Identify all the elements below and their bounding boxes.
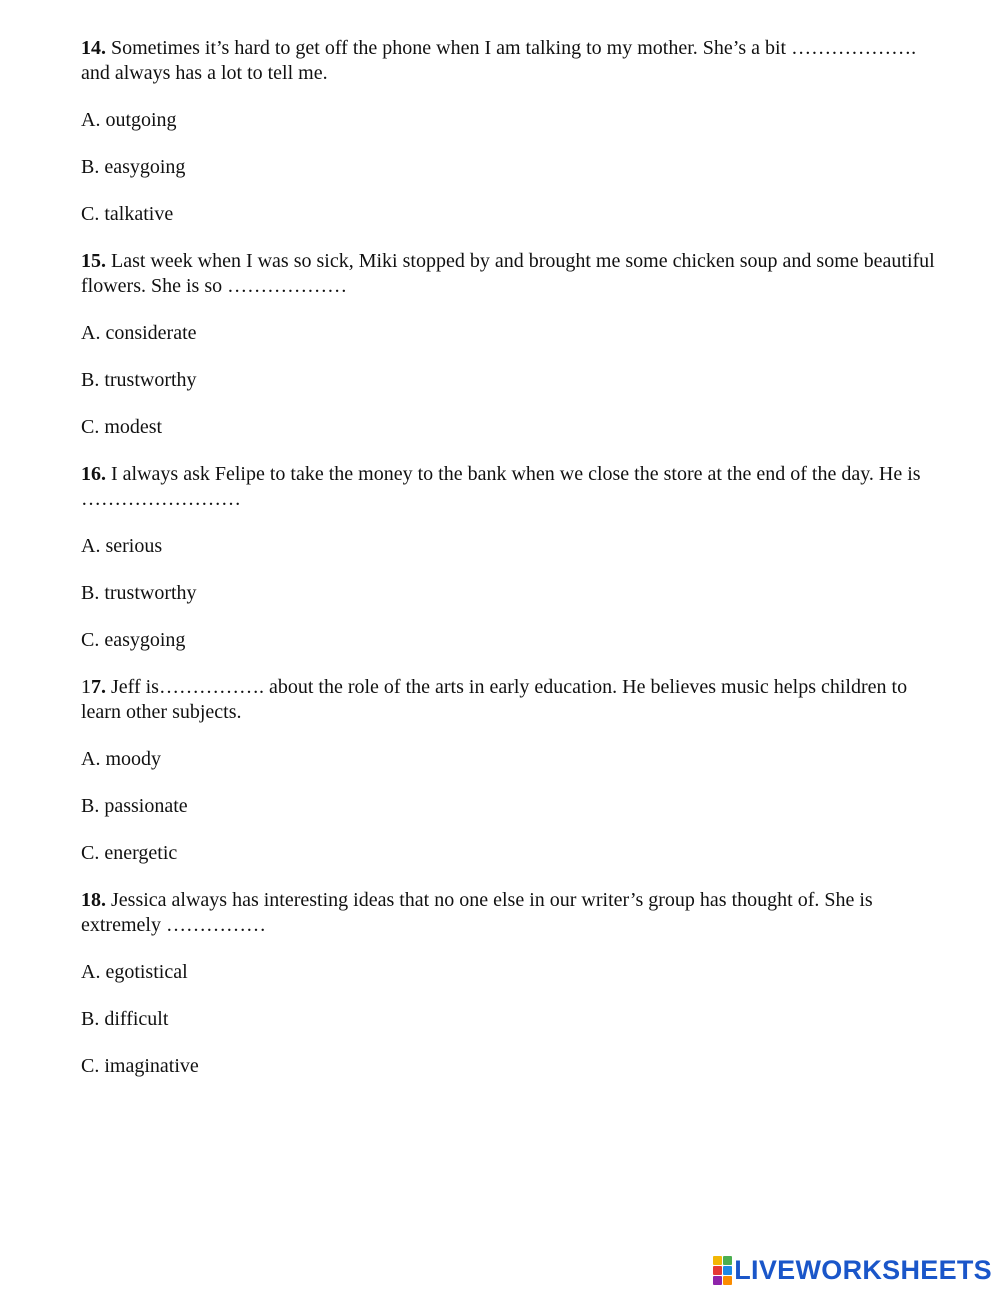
logo-tile — [723, 1256, 732, 1265]
question-text — [81, 462, 941, 512]
answer-option-b[interactable]: B. easygoing — [81, 156, 186, 178]
question-number: 15. — [81, 250, 106, 272]
question-18 — [81, 888, 941, 1079]
question-text — [81, 36, 941, 86]
answer-option-c[interactable]: C. easygoing — [81, 629, 186, 651]
logo-tile — [723, 1266, 732, 1275]
question-16 — [81, 462, 941, 653]
question-prompt: Sometimes it’s hard to get off the phone when I am talking to my mother. She’s a bit ………………. and always has a lot to tell me. — [81, 37, 917, 84]
question-number: 18. — [81, 889, 106, 911]
answer-option-b[interactable]: B. trustworthy — [81, 369, 197, 391]
answer-option-a[interactable]: A. outgoing — [81, 109, 177, 131]
worksheet-page — [81, 36, 941, 1101]
question-text — [81, 675, 941, 725]
question-number-suffix: 7. — [91, 676, 106, 698]
answer-option-a[interactable]: A. moody — [81, 748, 161, 770]
question-number: 14. — [81, 37, 106, 59]
logo-tile — [713, 1256, 722, 1265]
answer-option-c[interactable]: C. talkative — [81, 203, 174, 225]
answer-option-c[interactable]: C. modest — [81, 416, 163, 438]
logo-wordmark: LIVEWORKSHEETS — [734, 1254, 992, 1285]
question-number — [81, 676, 106, 698]
answer-option-c[interactable]: C. energetic — [81, 842, 178, 864]
question-prompt: Last week when I was so sick, Miki stopped by and brought me some chicken soup and some beautiful flowers. She is so ……………… — [81, 250, 935, 297]
answer-option-b[interactable]: B. trustworthy — [81, 582, 197, 604]
answer-option-b[interactable]: B. difficult — [81, 1008, 169, 1030]
question-17 — [81, 675, 941, 866]
question-14 — [81, 36, 941, 227]
question-number-prefix: 1 — [81, 676, 91, 698]
answer-option-c[interactable]: C. imaginative — [81, 1055, 199, 1077]
answer-option-a[interactable]: A. serious — [81, 535, 163, 557]
question-prompt: Jessica always has interesting ideas that no one else in our writer’s group has thought of. She is extremely …………… — [81, 889, 873, 936]
answer-option-a[interactable]: A. considerate — [81, 322, 197, 344]
question-text — [81, 888, 941, 938]
question-prompt: I always ask Felipe to take the money to the bank when we close the store at the end of the day. He is …………………… — [81, 463, 921, 510]
question-prompt: Jeff is……………. about the role of the arts in early education. He believes music helps children to learn other subjects. — [81, 676, 908, 723]
liveworksheets-logo — [713, 1256, 992, 1284]
answer-option-a[interactable]: A. egotistical — [81, 961, 188, 983]
question-text — [81, 249, 941, 299]
logo-tile — [713, 1276, 722, 1285]
answer-option-b[interactable]: B. passionate — [81, 795, 188, 817]
logo-tile — [723, 1276, 732, 1285]
liveworksheets-logo-icon — [713, 1256, 732, 1285]
logo-tile — [713, 1266, 722, 1275]
question-15 — [81, 249, 941, 440]
question-number: 16. — [81, 463, 106, 485]
